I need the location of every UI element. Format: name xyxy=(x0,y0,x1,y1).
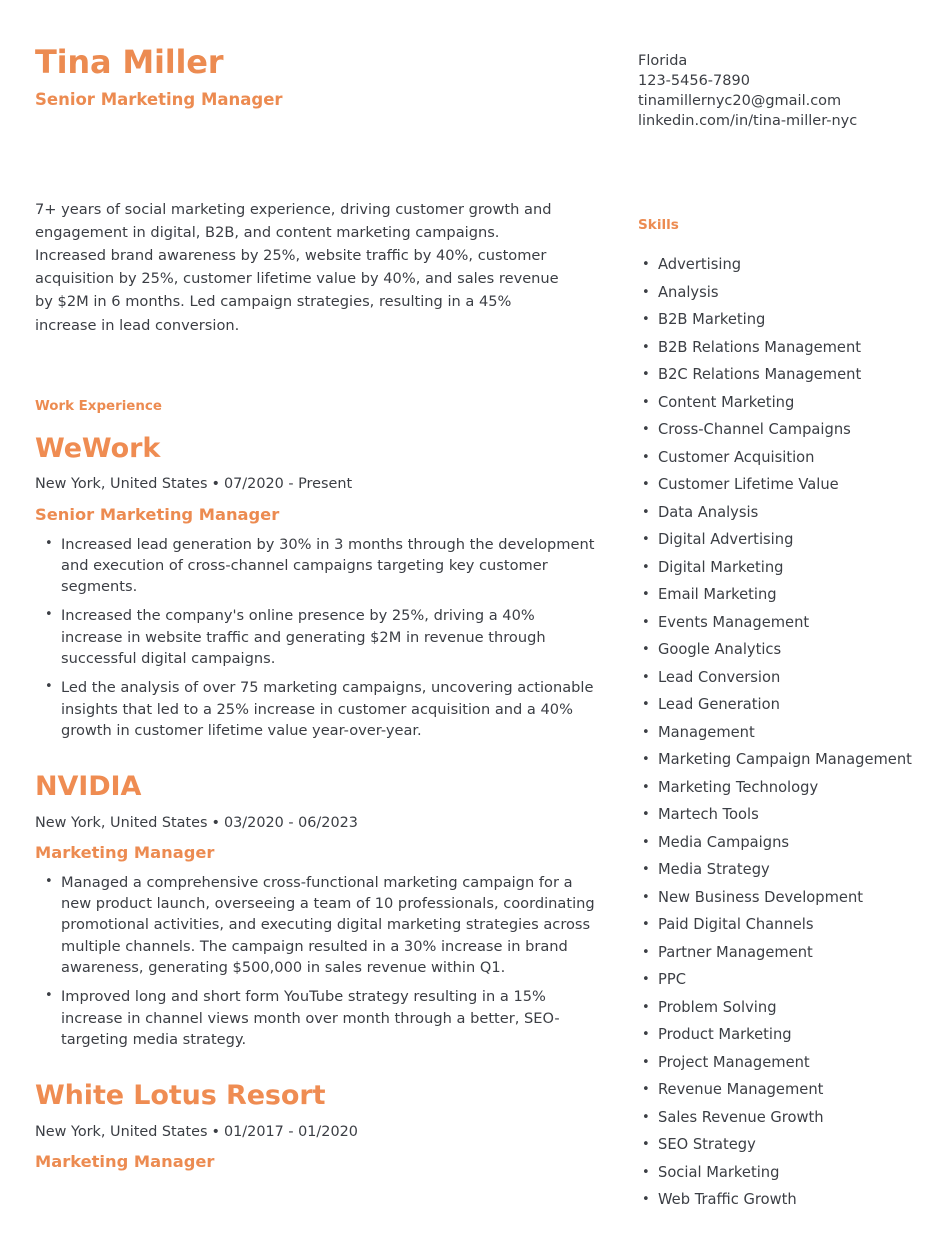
contact-list xyxy=(638,51,914,131)
skills-section xyxy=(638,217,914,1210)
candidate-headline: Senior Marketing Manager xyxy=(35,89,283,109)
job-meta-separator: • xyxy=(211,814,220,831)
job-role: Marketing Manager xyxy=(35,1152,215,1172)
job-bullet: • Managed a comprehensive cross-functional marketing campaign for a new product launch, overseeing a team of 10 professionals, coordinating promotional activities, and executing digital marketing strategies across multiple channels. The campaign resulted in a 30% increase in brand awareness, generating $500,000 in sales revenue within Q1. xyxy=(35,872,595,978)
job-company: NVIDIA xyxy=(35,771,142,803)
skill-item: • B2B Marketing xyxy=(638,310,914,330)
job-role: Marketing Manager xyxy=(35,843,215,863)
job-entry xyxy=(35,433,595,741)
skill-item: • Advertising xyxy=(638,255,914,275)
main-column xyxy=(35,44,605,1181)
skill-item: • Data Analysis xyxy=(638,503,914,523)
job-dates: 03/2020 - 06/2023 xyxy=(224,814,358,831)
job-bullet-list xyxy=(35,872,595,1050)
job-role: Senior Marketing Manager xyxy=(35,505,280,524)
work-experience-section xyxy=(35,399,595,1172)
skill-item: • PPC xyxy=(638,970,914,990)
skill-item: • Martech Tools xyxy=(638,805,914,825)
job-bullet: • Led the analysis of over 75 marketing campaigns, uncovering actionable insights that led to a 25% increase in customer acquisition and a 40% growth in customer lifetime value year-over-year. xyxy=(35,677,595,741)
work-experience-list xyxy=(35,433,595,1172)
job-bullet: • Increased lead generation by 30% in 3 months through the development and execution of cross-channel campaigns targeting key customer segments. xyxy=(35,534,595,598)
job-meta xyxy=(35,475,595,494)
job-bullet-list xyxy=(35,534,595,742)
skill-item: • Social Marketing xyxy=(638,1163,914,1183)
contact-location: Florida xyxy=(638,53,688,69)
job-location: New York, United States xyxy=(35,1123,208,1140)
skill-item: • Product Marketing xyxy=(638,1025,914,1045)
skill-item: • B2B Relations Management xyxy=(638,338,914,358)
skill-item: • Marketing Technology xyxy=(638,778,914,798)
skill-item: • Lead Generation xyxy=(638,695,914,715)
skill-item: • Digital Advertising xyxy=(638,530,914,550)
job-entry xyxy=(35,1080,595,1172)
side-column xyxy=(605,44,914,1218)
job-bullet: • Improved long and short form YouTube strategy resulting in a 15% increase in channel views month over month through a better, SEO-targeting media strategy. xyxy=(35,986,595,1050)
skill-item: • Partner Management xyxy=(638,943,914,963)
professional-summary: 7+ years of social marketing experience, driving customer growth and engagement in digital, B2B, and content marketing campaigns. Increased brand awareness by 25%, website traffic by 40%, customer acquisition by 25%, customer lifetime value by 40%, and sales revenue by $2M in 6 months. Led campaign strategies, resulting in a 45% increase in lead conversion. xyxy=(35,200,559,334)
work-experience-heading: Work Experience xyxy=(35,398,162,414)
job-dates: 01/2017 - 01/2020 xyxy=(224,1123,358,1140)
skill-item: • Sales Revenue Growth xyxy=(638,1108,914,1128)
skill-item: • Analysis xyxy=(638,283,914,303)
skill-item: • Digital Marketing xyxy=(638,558,914,578)
job-meta xyxy=(35,1123,595,1142)
skill-item: • Media Campaigns xyxy=(638,833,914,853)
skill-item: • New Business Development xyxy=(638,888,914,908)
job-dates: 07/2020 - Present xyxy=(224,476,353,493)
skill-item: • Lead Conversion xyxy=(638,668,914,688)
skill-item: • Events Management xyxy=(638,613,914,633)
skill-item: • Web Traffic Growth xyxy=(638,1190,914,1210)
job-company: WeWork xyxy=(35,432,161,464)
contact-phone: 123-5456-7890 xyxy=(638,73,750,89)
skill-item: • Revenue Management xyxy=(638,1080,914,1100)
skill-item: • Content Marketing xyxy=(638,393,914,413)
job-meta-separator: • xyxy=(211,476,220,493)
contact-email[interactable]: tinamillernyc20@gmail.com xyxy=(638,93,842,109)
job-meta-separator: • xyxy=(211,1123,220,1140)
skill-item: • Customer Lifetime Value xyxy=(638,475,914,495)
skill-item: • Media Strategy xyxy=(638,860,914,880)
job-bullet: • Increased the company's online presence by 25%, driving a 40% increase in website traffic and generating $2M in revenue through successful digital campaigns. xyxy=(35,605,595,669)
skill-item: • SEO Strategy xyxy=(638,1135,914,1155)
skill-item: • Problem Solving xyxy=(638,998,914,1018)
candidate-name: Tina Miller xyxy=(35,43,224,81)
skill-item: • Project Management xyxy=(638,1053,914,1073)
job-meta xyxy=(35,814,595,833)
job-company: White Lotus Resort xyxy=(35,1080,326,1112)
skill-item: • Cross-Channel Campaigns xyxy=(638,420,914,440)
skill-item: • B2C Relations Management xyxy=(638,365,914,385)
skill-item: • Email Marketing xyxy=(638,585,914,605)
skills-list xyxy=(638,255,914,1210)
skills-heading: Skills xyxy=(638,217,679,233)
skill-item: • Marketing Campaign Management xyxy=(638,750,914,770)
job-location: New York, United States xyxy=(35,814,208,831)
skill-item: • Paid Digital Channels xyxy=(638,915,914,935)
contact-linkedin[interactable]: linkedin.com/in/tina-miller-nyc xyxy=(638,113,858,129)
skill-item: • Google Analytics xyxy=(638,640,914,660)
job-location: New York, United States xyxy=(35,476,208,493)
skill-item: • Management xyxy=(638,723,914,743)
skill-item: • Customer Acquisition xyxy=(638,448,914,468)
job-entry xyxy=(35,771,595,1050)
